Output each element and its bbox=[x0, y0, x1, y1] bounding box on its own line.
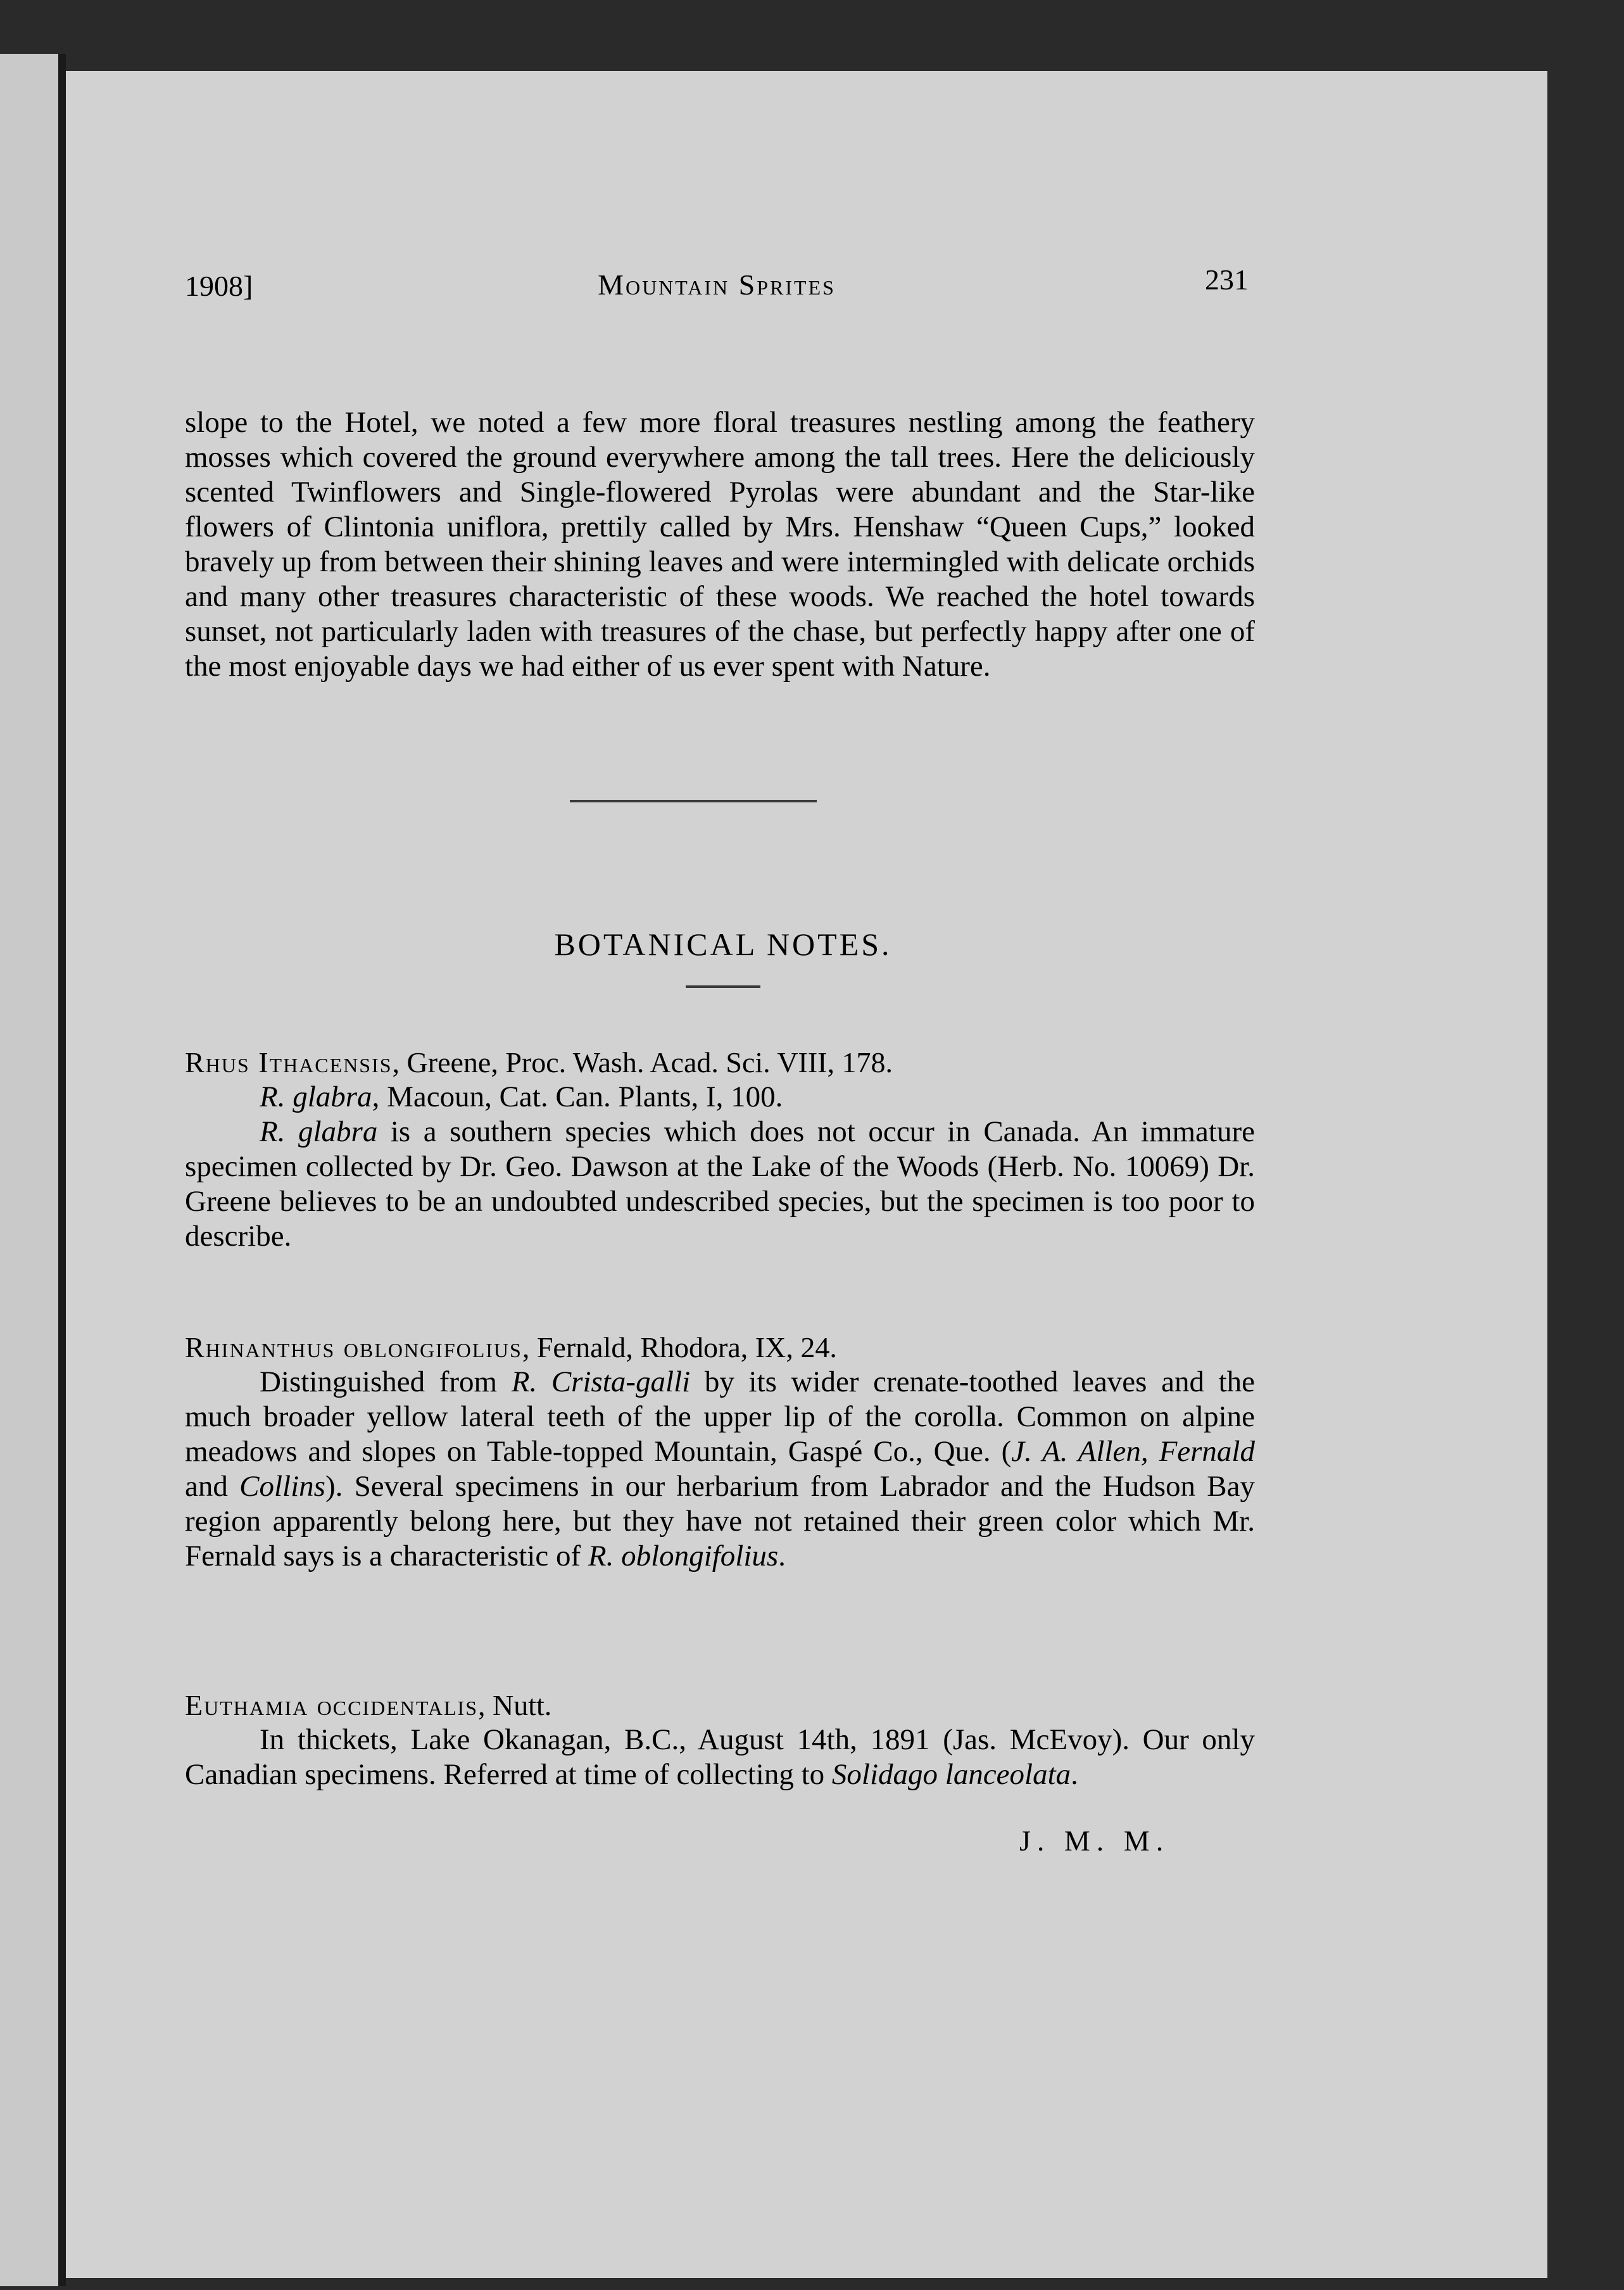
body-species: Solidago lanceolata bbox=[831, 1758, 1071, 1791]
intro-paragraph-text: slope to the Hotel, we noted a few more floral treasures nestling among the feathery mosses which covered the ground everywhere among the tall trees. Here the deliciously scented Twinflowers and Single-flowered Pyrolas were abundant and the Star-like flowers of Clintonia uniflora, prettily called by Mrs. Henshaw “Queen Cups,” looked bravely up from between their shining leaves and were intermingled with delicate orchids and many other treasures characteristic of these woods. We reached the hotel towards sunset, not particularly laden with treasures of the chase, but perfectly happy after one of the most enjoyable days we had either of us ever spent with Nature. bbox=[185, 406, 1255, 683]
entry-heading bbox=[185, 1045, 1255, 1080]
synonym-name: R. glabra bbox=[260, 1080, 372, 1113]
collector-names: J. A. Allen, Fernald bbox=[1011, 1435, 1255, 1468]
body-species: R. glabra bbox=[260, 1115, 378, 1148]
body-text: Distinguished from bbox=[260, 1365, 512, 1398]
body-text: and bbox=[185, 1470, 240, 1503]
title-underline-rule bbox=[686, 985, 760, 988]
entry-rhus bbox=[185, 1045, 1255, 1254]
entry-synonym bbox=[185, 1080, 1255, 1115]
collector-names: Collins bbox=[239, 1470, 325, 1503]
entry-body bbox=[185, 1115, 1255, 1254]
section-title bbox=[185, 926, 1261, 988]
author-initials: J. M. M. bbox=[1019, 1825, 1170, 1857]
entry-body bbox=[185, 1723, 1255, 1792]
left-page-edge bbox=[0, 54, 58, 2286]
intro-paragraph bbox=[185, 405, 1255, 684]
body-text: In thickets, Lake Okanagan, B.C., August 14th, 1891 (Jas. McEvoy). Our only Canadian specimens. Referred at time of collecting to bbox=[185, 1723, 1255, 1791]
entry-body bbox=[185, 1365, 1255, 1574]
section-divider-rule bbox=[570, 800, 817, 802]
body-text: is a southern species which does not occur in Canada. An immature specimen collected by Dr. Geo. Dawson at the Lake of the Woods (Herb. No. 10069) Dr. Greene believes to be an undoubted undescribed species, but the specimen is too poor to describe. bbox=[185, 1115, 1255, 1253]
body-species: R. Crista-galli bbox=[511, 1365, 691, 1398]
running-head-year: 1908] bbox=[185, 270, 253, 302]
synonym-citation: , Macoun, Cat. Can. Plants, I, 100. bbox=[372, 1080, 783, 1113]
book-gutter bbox=[58, 54, 66, 2286]
entry-rhinanthus bbox=[185, 1330, 1255, 1574]
body-species: R. oblongifolius bbox=[588, 1540, 779, 1572]
page-number: 231 bbox=[1205, 263, 1249, 296]
body-text: ). Several specimens in our herbarium from Labrador and the Hudson Bay region apparently belong here, but they have not retained their green color which Mr. Fernald says is a characteristic of bbox=[185, 1470, 1255, 1572]
body-text: by its wider crenate-toothed leaves and the much broader yellow lateral teeth of the upper lip of the corolla. Common on alpine meadows and slopes on Table-topped Mountain, Gaspé Co., Que. ( bbox=[185, 1365, 1255, 1468]
entry-species-name: Rhinanthus oblongifolius bbox=[185, 1331, 522, 1363]
entry-citation: , Greene, Proc. Wash. Acad. Sci. VIII, 178. bbox=[392, 1046, 893, 1079]
entry-heading bbox=[185, 1688, 1255, 1723]
section-title-text: BOTANICAL NOTES. bbox=[554, 927, 892, 962]
entry-euthamia bbox=[185, 1688, 1255, 1792]
running-head-title: Mountain Sprites bbox=[598, 269, 836, 301]
running-head bbox=[185, 256, 1249, 313]
entry-citation: , Nutt. bbox=[478, 1689, 552, 1721]
entry-heading bbox=[185, 1330, 1255, 1365]
body-text: . bbox=[778, 1540, 786, 1572]
entry-species-name: Rhus Ithacensis bbox=[185, 1046, 393, 1079]
body-text: . bbox=[1071, 1758, 1078, 1791]
entry-species-name: Euthamia occidentalis bbox=[185, 1689, 479, 1721]
entry-citation: , Fernald, Rhodora, IX, 24. bbox=[522, 1331, 837, 1363]
